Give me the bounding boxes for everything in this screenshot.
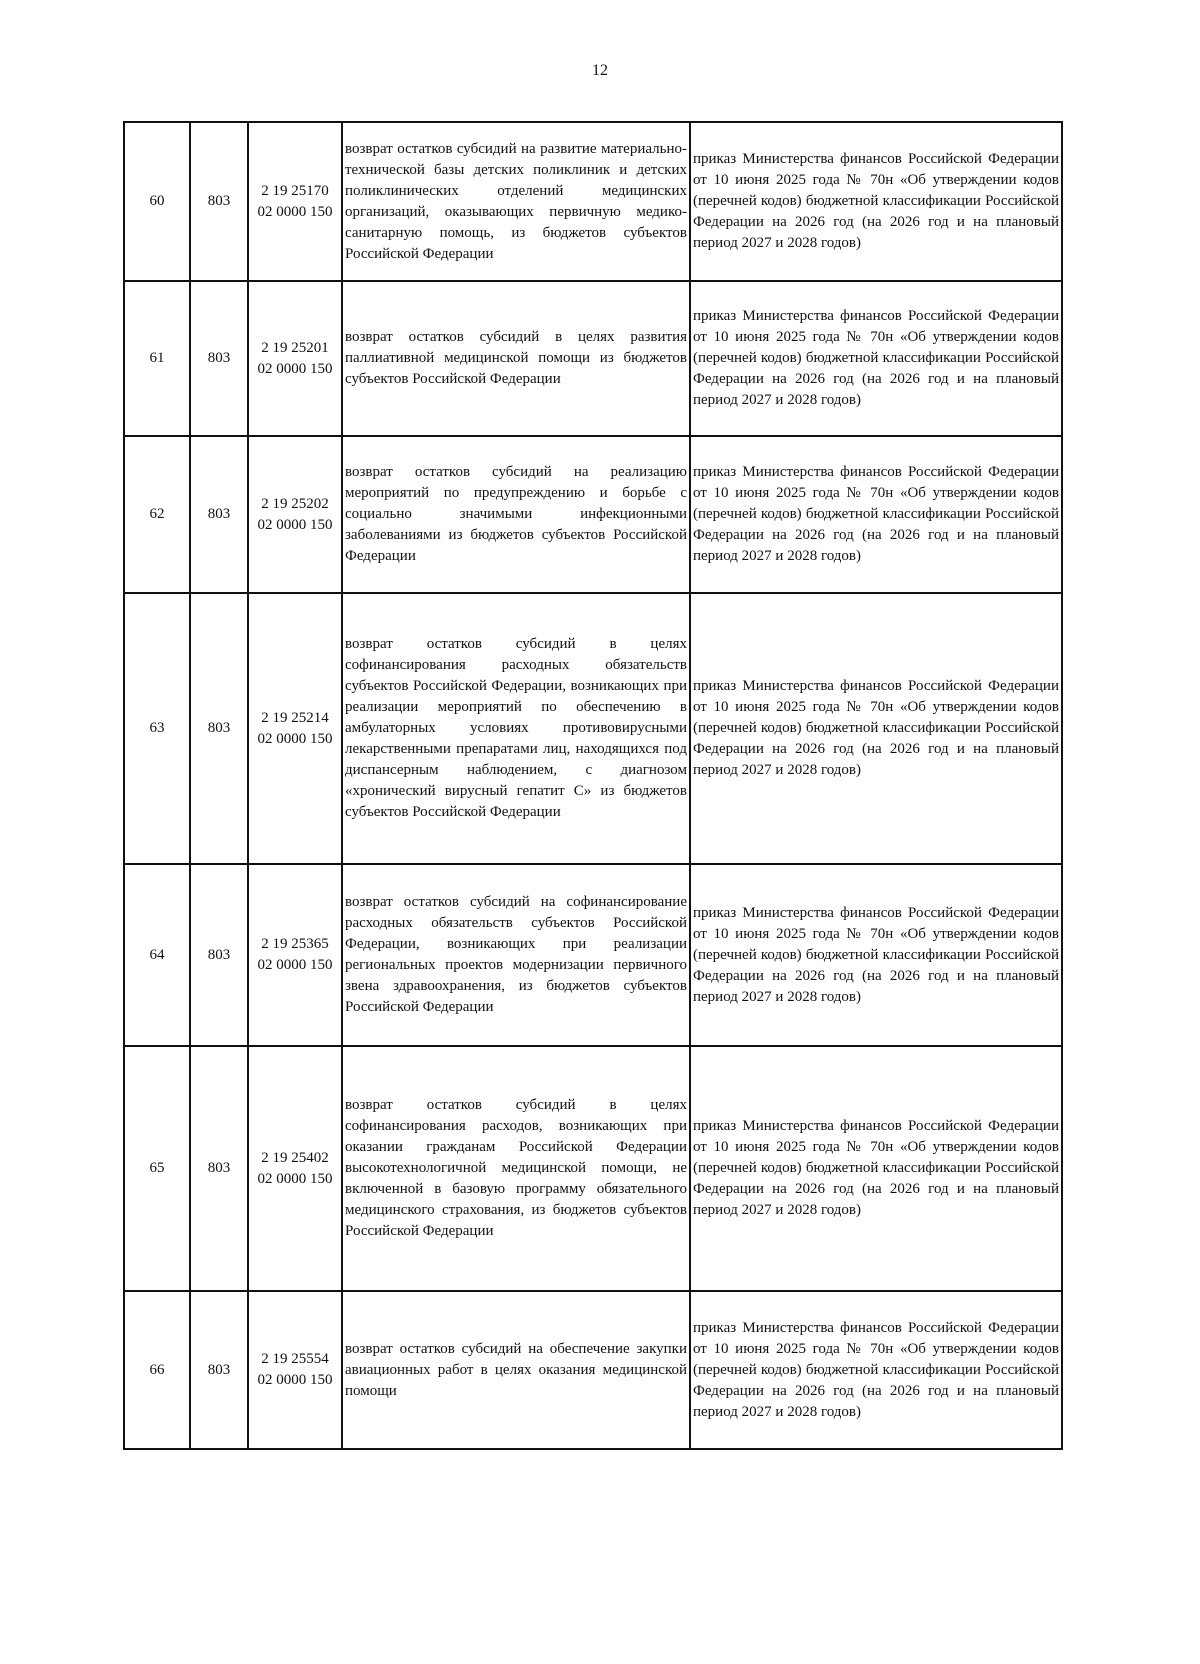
row-number: 64 — [124, 864, 190, 1046]
table-row — [124, 122, 1062, 281]
budget-code — [248, 122, 342, 281]
budget-code-line-1: 2 19 25214 — [261, 709, 329, 726]
legal-basis: приказ Министерства финансов Российской Федерации от 10 июня 2025 года № 70н «Об утверждении кодов (перечней кодов) бюджетной классификации Российской Федерации на 2026 год (на 2026 год и на плановый период 2027 и 2028 годов) — [690, 1291, 1062, 1449]
page-number: 12 — [592, 62, 608, 79]
legal-basis: приказ Министерства финансов Российской Федерации от 10 июня 2025 года № 70н «Об утверждении кодов (перечней кодов) бюджетной классификации Российской Федерации на 2026 год (на 2026 год и на плановый период 2027 и 2028 годов) — [690, 436, 1062, 593]
income-description: возврат остатков субсидий на обеспечение закупки авиационных работ в целях оказания медицинской помощи — [342, 1291, 690, 1449]
budget-code-line-2: 02 0000 150 — [257, 360, 333, 377]
legal-basis: приказ Министерства финансов Российской Федерации от 10 июня 2025 года № 70н «Об утверждении кодов (перечней кодов) бюджетной классификации Российской Федерации на 2026 год (на 2026 год и на плановый период 2027 и 2028 годов) — [690, 1046, 1062, 1291]
row-number: 60 — [124, 122, 190, 281]
admin-code: 803 — [190, 1291, 248, 1449]
admin-code: 803 — [190, 436, 248, 593]
income-description: возврат остатков субсидий на развитие материально-технической базы детских поликлиник и детских поликлинических отделений медицинских организаций, оказывающих первичную медико-санитарную помощь, из бюджетов субъектов Российской Федерации — [342, 122, 690, 281]
budget-code — [248, 593, 342, 864]
row-number: 62 — [124, 436, 190, 593]
legal-basis: приказ Министерства финансов Российской Федерации от 10 июня 2025 года № 70н «Об утверждении кодов (перечней кодов) бюджетной классификации Российской Федерации на 2026 год (на 2026 год и на плановый период 2027 и 2028 годов) — [690, 281, 1062, 436]
budget-classification-table — [123, 121, 1063, 1450]
income-description: возврат остатков субсидий в целях софинансирования расходов, возникающих при оказании гражданам Российской Федерации высокотехнологичной медицинской помощи, не включенной в базовую программу обязательного медицинского страхования, из бюджетов субъектов Российской Федерации — [342, 1046, 690, 1291]
row-number: 65 — [124, 1046, 190, 1291]
admin-code: 803 — [190, 281, 248, 436]
budget-code-line-1: 2 19 25554 — [261, 1351, 329, 1367]
table-row — [124, 1291, 1062, 1449]
budget-code-line-2: 02 0000 150 — [257, 957, 333, 973]
income-description: возврат остатков субсидий в целях софинансирования расходных обязательств субъектов Российской Федерации, возникающих при реализации мероприятий по обеспечению в амбулаторных условиях противовирусными лекарственными препаратами лиц, находящихся под диспансерным наблюдением, с диагнозом «хронический вирусный гепатит С» из бюджетов субъектов Российской Федерации — [342, 593, 690, 864]
row-number: 63 — [124, 593, 190, 864]
legal-basis: приказ Министерства финансов Российской Федерации от 10 июня 2025 года № 70н «Об утверждении кодов (перечней кодов) бюджетной классификации Российской Федерации на 2026 год (на 2026 год и на плановый период 2027 и 2028 годов) — [690, 593, 1062, 864]
row-number: 66 — [124, 1291, 190, 1449]
table-row — [124, 593, 1062, 864]
admin-code: 803 — [190, 593, 248, 864]
income-description: возврат остатков субсидий на реализацию мероприятий по предупреждению и борьбе с социально значимыми инфекционными заболеваниями из бюджетов субъектов Российской Федерации — [342, 436, 690, 593]
budget-code — [248, 864, 342, 1046]
budget-code-line-1: 2 19 25201 — [261, 339, 329, 356]
budget-code-line-2: 02 0000 150 — [257, 1170, 333, 1187]
budget-code-line-1: 2 19 25365 — [261, 936, 329, 952]
income-description: возврат остатков субсидий в целях развития паллиативной медицинской помощи из бюджетов субъектов Российской Федерации — [342, 281, 690, 436]
budget-code — [248, 1046, 342, 1291]
admin-code: 803 — [190, 122, 248, 281]
budget-code — [248, 1291, 342, 1449]
table-row — [124, 864, 1062, 1046]
budget-code-line-2: 02 0000 150 — [257, 730, 333, 747]
legal-basis: приказ Министерства финансов Российской Федерации от 10 июня 2025 года № 70н «Об утверждении кодов (перечней кодов) бюджетной классификации Российской Федерации на 2026 год (на 2026 год и на плановый период 2027 и 2028 годов) — [690, 122, 1062, 281]
row-number: 61 — [124, 281, 190, 436]
table-row — [124, 1046, 1062, 1291]
budget-code-line-2: 02 0000 150 — [257, 1372, 333, 1388]
budget-code-line-1: 2 19 25402 — [261, 1149, 329, 1166]
admin-code: 803 — [190, 1046, 248, 1291]
budget-code-line-1: 2 19 25202 — [261, 495, 329, 512]
legal-basis: приказ Министерства финансов Российской Федерации от 10 июня 2025 года № 70н «Об утверждении кодов (перечней кодов) бюджетной классификации Российской Федерации на 2026 год (на 2026 год и на плановый период 2027 и 2028 годов) — [690, 864, 1062, 1046]
budget-code-line-2: 02 0000 150 — [257, 516, 333, 533]
budget-code — [248, 436, 342, 593]
budget-code-line-1: 2 19 25170 — [261, 182, 329, 199]
income-description: возврат остатков субсидий на софинансирование расходных обязательств субъектов Российской Федерации, возникающих при реализации региональных проектов модернизации первичного звена здравоохранения, из бюджетов субъектов Российской Федерации — [342, 864, 690, 1046]
budget-code — [248, 281, 342, 436]
table-row — [124, 436, 1062, 593]
admin-code: 803 — [190, 864, 248, 1046]
budget-code-line-2: 02 0000 150 — [257, 203, 333, 220]
table-row — [124, 281, 1062, 436]
